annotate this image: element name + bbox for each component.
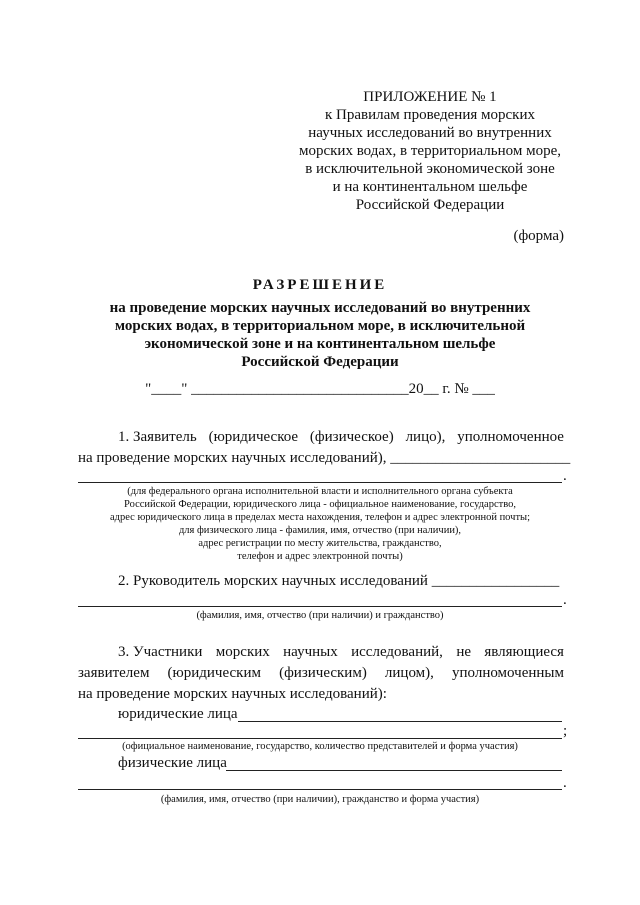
- section3-word: морских: [215, 644, 270, 660]
- appendix-header: [290, 88, 570, 214]
- hint-line: телефон и адрес электронной почты): [237, 551, 403, 562]
- physical-persons-field-line[interactable]: [226, 770, 562, 771]
- appendix-line: и на континентальном шельфе: [332, 179, 528, 195]
- section3-word: научных: [283, 644, 338, 660]
- section1-line1: [118, 429, 564, 446]
- subtitle-line: экономической зоне и на континентальном шельфе: [144, 336, 496, 352]
- section2-hint: (фамилия, имя, отчество (при наличии) и гражданство): [196, 610, 444, 621]
- hint-line: (для федерального органа исполнительной власти и исполнительного органа субъекта: [127, 486, 513, 497]
- section3-word: лицом),: [384, 665, 434, 681]
- applicant-field-line[interactable]: [78, 482, 562, 483]
- appendix-line: Российской Федерации: [355, 197, 505, 213]
- physical-persons-field-line-2[interactable]: [78, 789, 562, 790]
- legal-entities-field-line[interactable]: [238, 721, 562, 722]
- hint-line: адрес юридического лица в пределах места нахождения, телефон и адрес электронной почты;: [109, 512, 531, 523]
- section3-word: (физическим): [279, 665, 367, 681]
- section3-word: исследований,: [351, 644, 443, 660]
- legal-entities-field-line-2[interactable]: [78, 738, 562, 739]
- legal-entities-hint: (официальное наименование, государство, количество представителей и форма участия): [122, 741, 518, 752]
- section3-word: уполномоченным: [452, 665, 564, 681]
- physical-persons-label: физические лица: [118, 755, 227, 771]
- section3-word: являющиеся: [484, 644, 564, 660]
- form-label: (форма): [513, 228, 564, 244]
- document-subtitle: [60, 299, 580, 371]
- appendix-line: к Правилам проведения морских: [325, 107, 535, 123]
- section3-word: (юридическим: [167, 665, 261, 681]
- section3-word: заявителем: [78, 665, 150, 681]
- document-title: РАЗРЕШЕНИЕ: [252, 277, 388, 293]
- appendix-line: ПРИЛОЖЕНИЕ № 1: [363, 89, 497, 105]
- hint-line: адрес регистрации по месту жительства, гражданство,: [198, 538, 442, 549]
- section3-line2: [78, 665, 564, 682]
- date-number-line: "____" _____________________________20__ г. № ___: [145, 381, 495, 397]
- section1-hint: [80, 485, 560, 563]
- legal-entities-label: юридические лица: [118, 706, 238, 722]
- section2-line1: 2. Руководитель морских научных исследований _________________: [118, 573, 560, 589]
- subtitle-line: морских водах, в территориальном море, в исключительной: [114, 318, 526, 334]
- section1-word: 1. Заявитель: [118, 429, 197, 445]
- section3-word: 3. Участники: [118, 644, 203, 660]
- physical-persons-hint: (фамилия, имя, отчество (при наличии), гражданство и форма участия): [160, 794, 480, 805]
- hint-line: для физического лица - фамилия, имя, отчество (при наличии),: [178, 525, 462, 536]
- section1-word: (юридическое: [208, 429, 299, 445]
- appendix-line: в исключительной экономической зоне: [305, 161, 555, 177]
- section3-word: не: [456, 644, 471, 660]
- subtitle-line: на проведение морских научных исследований во внутренних: [109, 300, 531, 316]
- section2-dot: .: [563, 592, 567, 608]
- physical-persons-end: .: [563, 775, 567, 791]
- legal-entities-end: ;: [563, 723, 568, 739]
- section1-line2: на проведение морских научных исследований), ________________________: [78, 450, 571, 466]
- section3-line1: [118, 644, 564, 661]
- supervisor-field-line[interactable]: [78, 606, 562, 607]
- section1-word: (физическое): [309, 429, 394, 445]
- section1-word: лицо),: [405, 429, 446, 445]
- section1-dot: .: [563, 468, 567, 484]
- section3-line3: на проведение морских научных исследований):: [78, 686, 387, 702]
- appendix-line: морских водах, в территориальном море,: [298, 143, 561, 159]
- hint-line: Российской Федерации, юридического лица - официальное наименование, государство,: [124, 499, 516, 510]
- section1-word: уполномоченное: [457, 429, 564, 445]
- subtitle-line: Российской Федерации: [241, 354, 399, 370]
- appendix-line: научных исследований во внутренних: [308, 125, 552, 141]
